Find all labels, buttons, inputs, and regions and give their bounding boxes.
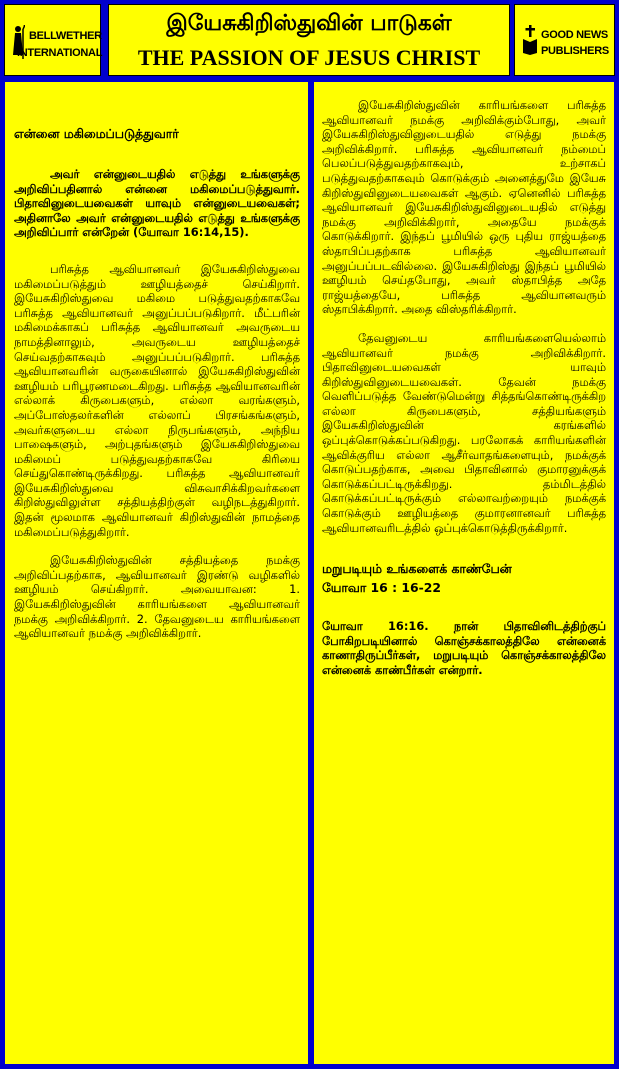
right-border-bar (614, 82, 619, 1069)
good-news-logo (514, 4, 615, 76)
paragraph: இயேசுகிறிஸ்துவின் சத்தியத்தை நமக்கு அறிவிப்பதற்காக, ஆவியானவர் இரண்டு வழிகளில் ஊழியம் செய்கிறார். அவையாவன: 1. இயேசுகிறிஸ்துவின் காரியங்களை ஆவியானவர் நமக்கு அறிவிக்கிறார். 2. தேவனுடைய காரியங்களை ஆவியானவர் நமக்கு அறிவிக்கிறார். (14, 553, 300, 641)
scripture-reference: யோவா 16 : 16-22 (322, 580, 441, 596)
right-column (322, 98, 606, 692)
section-heading: மறுபடியும் உங்களைக் காண்பேன் (322, 561, 512, 577)
bottom-border-bar (0, 1064, 619, 1069)
book-cross-logo-icon (523, 25, 537, 55)
left-column (14, 126, 300, 655)
left-border-bar (0, 82, 5, 1069)
paragraph: பரிசுத்த ஆவியானவர் இயேசுகிறிஸ்துவை மகிமைப்படுத்தும் ஊழியத்தைச் செய்கிறார். இயேசுகிறிஸ்துவை மகிமை படுத்துவதற்காகவே பரிசுத்த ஆவியானவர் அனுப்பப்படுகிறார். மீட்பரின் மகிமைக்காகப் பரிசுத்த ஆவியானவர் அவருடைய நாமத்தினாலும், அவருடைய ஊழியத்தைச் செய்வதற்காகவும் அனுப்பப்படுகிறார். பரிசுத்த ஆவியானவரின் வருகையினால் இயேசுகிறிஸ்துவின் ஊழியம் பரிபூரணமடைகிறது. பரிசுத்த ஆவியானவரின் எல்லாக் கிருபைகளும், எல்லா வரங்களும், அப்போஸ்தலர்களின் எல்லாப் பிரசங்கங்களும், அவர்களுடைய எல்லா நிருபங்களும், அந்நிய பாஷைகளும், அற்புதங்களும் இயேசுகிறிஸ்துவை மகிமைப் படுத்துவதற்காகவே கிரியை செய்துகொண்டிருக்கிறது. பரிசுத்த ஆவியானவர் இயேசுகிறிஸ்துவை விசுவாசிக்கிறவர்களை கிறிஸ்துவிலுள்ள சத்தியத்திற்குள் வழிநடத்துகிறார். இதன் மூலமாக ஆவியானவர் கிறிஸ்துவின் நாமத்தை மகிமைப்படுத்துகிறார். (14, 261, 300, 539)
bellwether-line2: INTERNATIONAL (17, 47, 103, 59)
page-title-tamil: இயேசுகிறிஸ்துவின் பாடுகள் (166, 11, 452, 36)
header-bar (0, 0, 619, 82)
scripture-quote: யோவா 16:16. நான் பிதாவினிடத்திற்குப் போகிறபடியினால் கொஞ்சக்காலத்திலே என்னைக் காணாதிருப்பீர்கள், மறுபடியும் கொஞ்சக்காலத்திலே என்னைக் காண்பீர்கள் என்றார். (322, 619, 606, 677)
column-divider (308, 82, 314, 1069)
bellwether-line1: BELLWETHER (29, 30, 102, 42)
good-news-line1: GOOD NEWS (541, 29, 608, 41)
bellwether-logo (4, 4, 101, 76)
page-title-english: THE PASSION OF JESUS CHRIST (137, 45, 481, 70)
good-news-line2: PUBLISHERS (541, 45, 609, 57)
title-box (108, 4, 510, 76)
paragraph: இயேசுகிறிஸ்துவின் காரியங்களை பரிசுத்த ஆவியானவர் நமக்கு அறிவிக்கும்போது, அவர் இயேசுகிறிஸ்துவினுடையதில் எடுத்து நமக்கு அறிவிக்கிறார். பரிசுத்த ஆவியானவர் நம்மைப் பெலப்படுத்துவதற்காகவும், உற்சாகப் படுத்துவதற்காகவும் கொடுக்கும் அனைத்துமே இயேசு கிறிஸ்துவினுடையவைகள் ஆகும். ஏனெனில் பரிசுத்த ஆவியானவர் இயேசுகிறிஸ்துவினுடையதில் எடுத்து நமக்கு அறிவிக்கிறார், அதையே நமக்குக் கொடுக்கிறார். இந்தப் பூமியில் ஒரு புதிய ராஜ்யத்தை ஸ்தாபிப்பதற்காக பரிசுத்த ஆவியானவர் அனுப்பப்படவில்லை. இயேசுகிறிஸ்து இந்தப் பூமியில் ஊழியம் செய்தபோது, அவர் ஸ்தாபித்த அதே ராஜ்யத்தையே, பரிசுத்த ஆவியானவரும் ஸ்தாபிக்கிறார். அதை விஸ்தரிக்கிறார். (322, 98, 606, 317)
scripture-quote: அவர் என்னுடையதில் எடுத்து உங்களுக்கு அறிவிப்பதினால் என்னை மகிமைப்படுத்துவார். பிதாவினுடையவைகள் யாவும் என்னுடையவைகள்; அதினாலே அவர் என்னுடையதில் எடுத்து உங்களுக்கு அறிவிப்பார் என்றேன் (யோவா 16:14,15). (14, 167, 300, 240)
paragraph: தேவனுடைய காரியங்களையெல்லாம் ஆவியானவர் நமக்கு அறிவிக்கிறார். பிதாவினுடையவைகள் யாவும் கிறிஸ்துவினுடையவைகள். தேவன் நமக்கு வெளிப்படுத்த வேண்டுமென்று சித்தங்கொண்டிருக்கிற எல்லா கிருபைகளும், சத்தியங்களும் இயேசுகிறிஸ்துவின் கரங்களில் ஒப்புக்கொடுக்கப்படுகிறது. பரலோகக் காரியங்களின் ஆவிக்குரிய எல்லா ஆசீர்வாதங்களையும், நமக்குக் கொடுப்பதற்காக, அவை பிதாவினால் குமாரனுக்குக் கொடுக்கப்பட்டிருக்கிறது. தம்மிடத்தில் கொடுக்கப்பட்டிருக்கும் எல்லாவற்றையும் நமக்குக் கொடுக்கும் ஊழியத்தை குமாரனானவர் பரிசுத்த ஆவியானவரிடத்தில் ஒப்புக்கொடுத்திருக்கிறார். (322, 330, 606, 535)
section-heading: என்னை மகிமைப்படுத்துவார் (14, 126, 179, 141)
